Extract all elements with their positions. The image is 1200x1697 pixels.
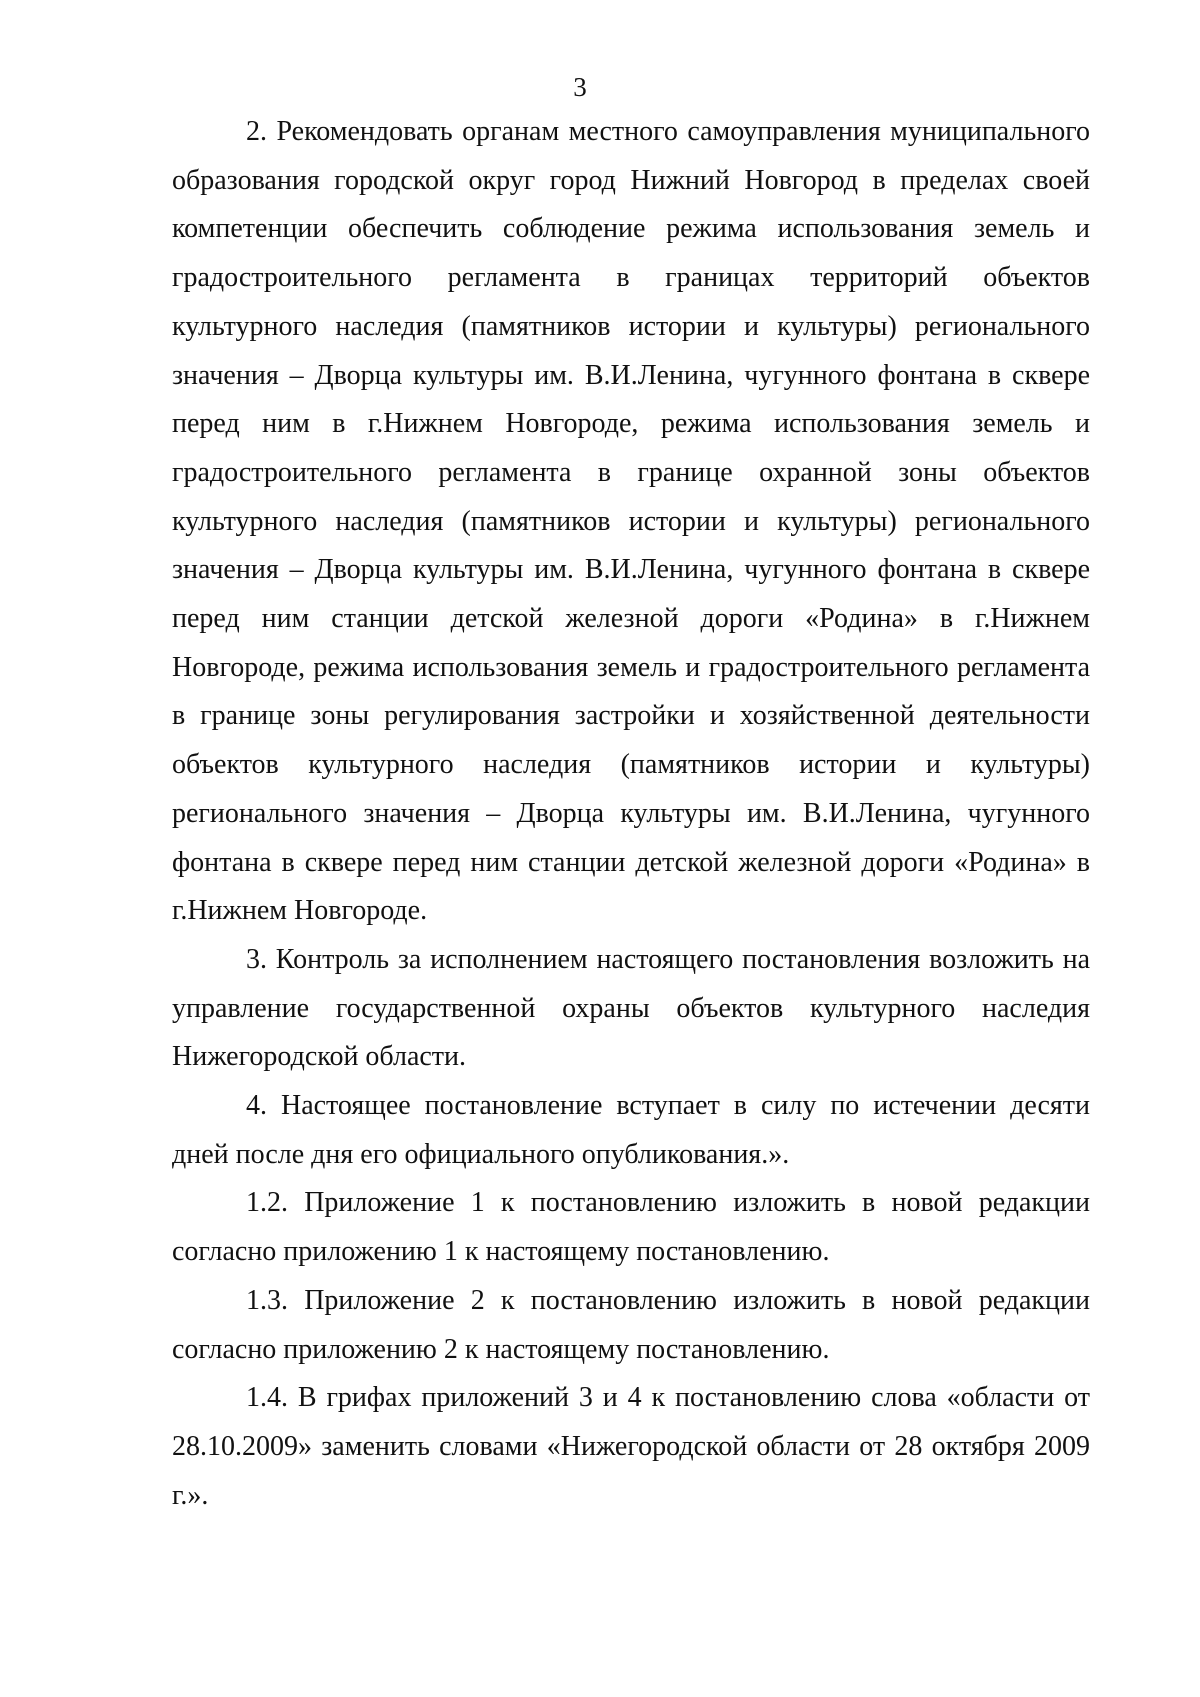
- paragraph-1-2: 1.2. Приложение 1 к постановлению изложить в новой редакции согласно приложению 1 к настоящему постановлению.: [172, 1187, 1090, 1268]
- paragraph-1-4: 1.4. В грифах приложений 3 и 4 к постановлению слова «области от 28.10.2009» заменить словами «Нижегородской области от 28 октября 2009 г.».: [172, 1382, 1090, 1511]
- paragraph-1-3: 1.3. Приложение 2 к постановлению изложить в новой редакции согласно приложению 2 к настоящему постановлению.: [172, 1284, 1090, 1365]
- paragraph-3: 3. Контроль за исполнением настоящего постановления возложить на управление государственной охраны объектов культурного наследия Нижегородской области.: [172, 943, 1090, 1073]
- paragraph-4: 4. Настоящее постановление вступает в силу по истечении десяти дней после дня его официального опубликования.».: [172, 1090, 1090, 1170]
- page-number: 3: [573, 72, 587, 102]
- paragraph-2: 2. Рекомендовать органам местного самоуправления муниципального образования городской округ город Нижний Новгород в пределах своей компетенции обеспечить соблюдение режима использования земель и градостроительного регламента в границах территорий объектов культурного наследия (памятников истории и культуры) регионального значения – Дворца культуры им. В.И.Ленина, чугунного фонтана в сквере перед ним в г.Нижнем Новгороде, режима использования земель и градостроительного регламента в границе охранной зоны объектов культурного наследия (памятников истории и культуры) регионального значения – Дворца культуры им. В.И.Ленина, чугунного фонтана в сквере перед ним станции детской железной дороги «Родина» в г.Нижнем Новгороде, режима использования земель и градостроительного регламента в границе зоны регулирования застройки и хозяйственной деятельности объектов культурного наследия (памятников истории и культуры) регионального значения – Дворца культуры им. В.И.Ленина, чугунного фонтана в сквере перед ним станции детской железной дороги «Родина» в г.Нижнем Новгороде.: [172, 116, 1090, 927]
- document-body: [172, 108, 1090, 1520]
